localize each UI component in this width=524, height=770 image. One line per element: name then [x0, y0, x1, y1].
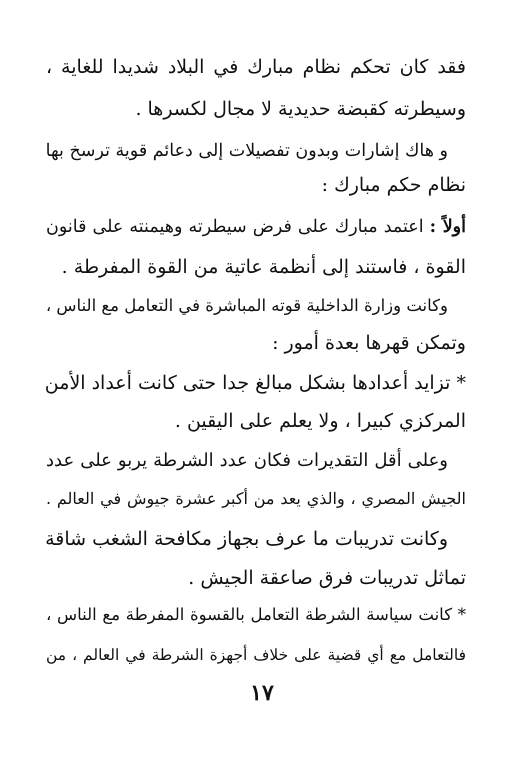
- text-line-13: وكانت تدريبات ما عرف بجهاز مكافحة الشغب شاقة: [45, 528, 448, 550]
- text-line-11: وعلى أقل التقديرات فكان عدد الشرطة يربو على عدد: [46, 450, 448, 471]
- text-line-15: * كانت سياسة الشرطة التعامل بالقسوة المفرطة مع الناس ،: [46, 605, 466, 624]
- text-line-2: وسيطرته كقبضة حديدية لا مجال لكسرها .: [135, 98, 466, 120]
- text-line-1: فقد كان تحكم نظام مبارك في البلاد شديدا للغاية ،: [46, 56, 466, 78]
- text-line-10: المركزي كبيرا ، ولا يعلم على اليقين .: [174, 410, 466, 432]
- first-point-text: اعتمد مبارك على فرض سيطرته وهيمنته على قانون: [46, 217, 430, 237]
- text-line-3: و هاك إشارات وبدون تفصيلات إلى دعائم قوية ترسخ بها: [45, 141, 448, 161]
- text-line-12: الجيش المصري ، والذي يعد من أكبر عشرة جيوش في العالم .: [46, 489, 466, 508]
- text-line-8: وتمكن قهرها بعدة أمور :: [272, 332, 466, 354]
- text-line-5: [46, 206, 466, 248]
- text-line-7: وكانت وزارة الداخلية قوته المباشرة في التعامل مع الناس ،: [45, 296, 448, 315]
- text-line-14: تماثل تدريبات فرق صاعقة الجيش .: [188, 567, 466, 589]
- text-line-6: القوة ، فاستند إلى أنظمة عاتية من القوة المفرطة .: [61, 256, 466, 278]
- text-line-9: * تزايد أعدادها بشكل مبالغ جدا حتى كانت أعداد الأمن: [44, 372, 466, 394]
- first-point-label: أولاً :: [429, 217, 466, 237]
- page-number: ١٧: [250, 680, 274, 706]
- text-line-16: فالتعامل مع أي قضية على خلاف أجهزة الشرطة في العالم ، من: [46, 646, 466, 664]
- text-line-4: نظام حكم مبارك :: [321, 174, 466, 196]
